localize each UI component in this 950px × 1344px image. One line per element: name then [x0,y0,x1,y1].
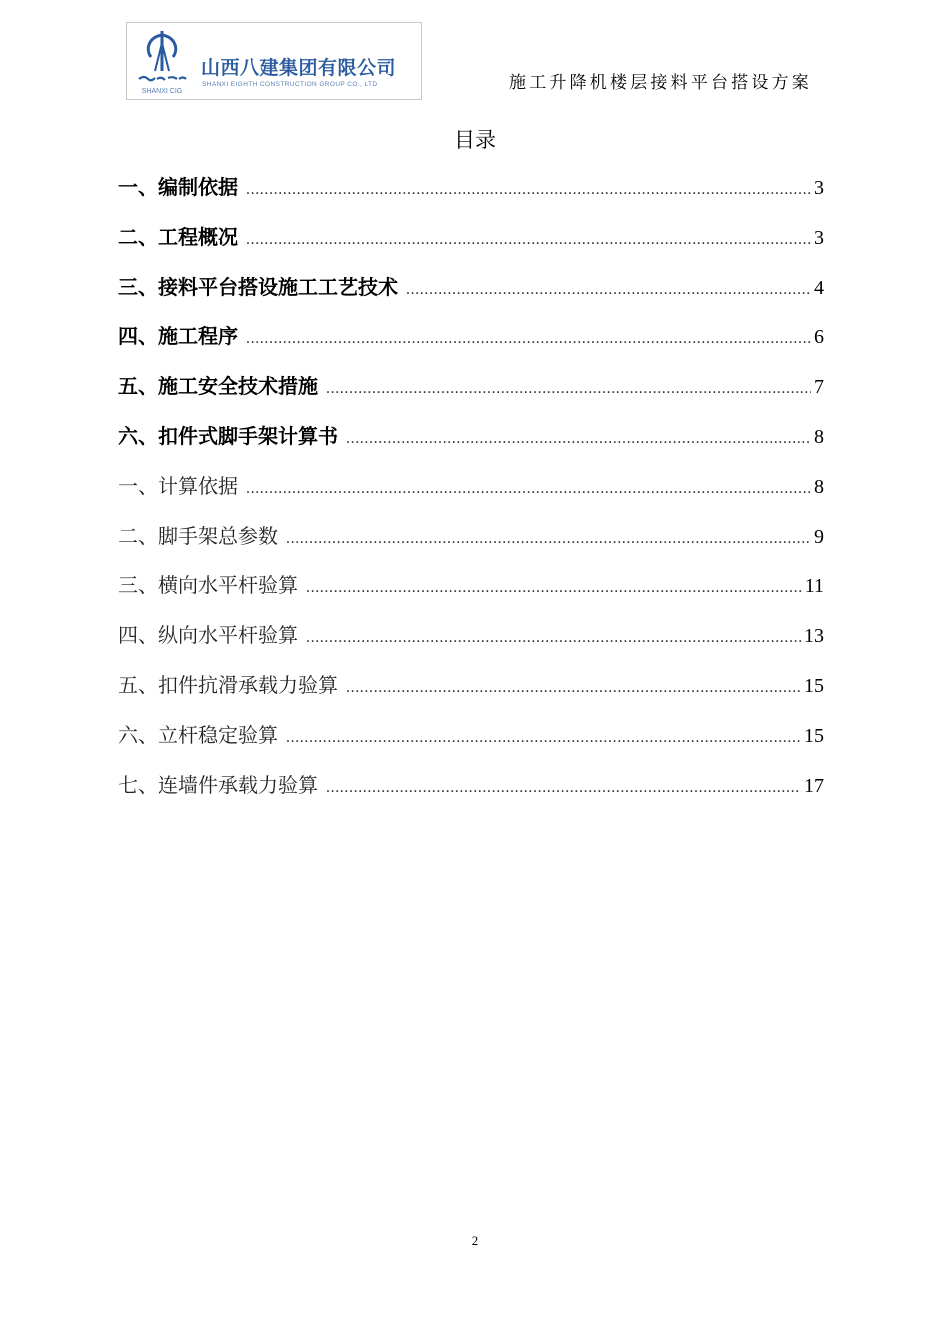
toc-dot-leader [406,273,811,307]
toc-dot-leader [286,721,801,755]
toc-dot-leader [246,173,811,207]
toc-entry-label: 三、横向水平杆验算 [118,573,298,598]
toc-entry-page: 8 [814,425,824,448]
toc-dot-leader [306,621,801,655]
toc-entry[interactable] [118,568,824,618]
toc-entry[interactable] [118,220,824,270]
company-emblem-icon [133,27,191,97]
toc-entry-page: 3 [814,177,824,199]
toc-entry-label: 一、编制依据 [118,175,238,199]
toc-entry-label: 四、纵向水平杆验算 [118,623,298,648]
toc-entry[interactable] [118,618,824,668]
company-name-en: SHANXI EIGHTH CONSTRUCTION GROUP CO., LTD [202,81,378,88]
toc-entry[interactable] [118,419,824,469]
toc-entry-page: 9 [814,525,824,548]
toc-entry[interactable] [118,519,824,569]
toc-entry-page: 3 [814,226,824,249]
toc-entry-label: 四、施工程序 [118,324,238,349]
toc-entry-page: 8 [814,475,824,498]
toc-dot-leader [286,522,811,556]
toc-entry-label: 二、工程概况 [118,224,238,249]
toc-entry-label: 三、接料平台搭设施工工艺技术 [118,274,398,299]
toc-dot-leader [306,571,802,605]
table-of-contents [118,170,824,817]
toc-entry-label: 五、施工安全技术措施 [118,374,318,399]
toc-entry-page: 13 [804,625,824,648]
company-name-cn: 山西八建集团有限公司 [201,57,397,79]
toc-entry-page: 4 [814,276,824,299]
toc-entry[interactable] [118,319,824,369]
toc-entry-page: 6 [814,326,824,349]
toc-entry[interactable] [118,768,824,818]
toc-entry-page: 15 [804,724,824,747]
toc-entry-label: 二、脚手架总参数 [118,523,278,548]
toc-entry-label: 五、扣件抗滑承载力验算 [118,672,338,697]
toc-heading: 目录 [454,128,496,152]
toc-entry-page: 15 [804,674,824,697]
toc-entry[interactable] [118,369,824,419]
document-title: 施工升降机楼层接料平台搭设方案 [509,73,812,93]
toc-dot-leader [246,472,811,506]
logo-caption: SHANXI CIG [141,88,183,95]
toc-entry-page: 7 [814,376,824,399]
toc-entry-label: 七、连墙件承载力验算 [118,772,318,797]
toc-dot-leader [326,372,811,406]
toc-entry-label: 一、计算依据 [118,473,238,498]
toc-dot-leader [346,422,811,456]
toc-entry[interactable] [118,718,824,768]
toc-dot-leader [246,223,811,257]
company-logo [126,22,422,100]
toc-dot-leader [246,322,811,356]
page-number: 2 [471,1233,479,1248]
toc-dot-leader [346,671,801,705]
toc-dot-leader [326,771,801,805]
toc-entry-label: 六、扣件式脚手架计算书 [118,423,338,448]
toc-entry-page: 17 [804,774,824,797]
toc-entry[interactable] [118,668,824,718]
toc-entry-page: 11 [804,575,824,598]
toc-entry[interactable] [118,170,824,220]
toc-entry[interactable] [118,270,824,320]
toc-entry-label: 六、立杆稳定验算 [118,722,278,747]
toc-entry[interactable] [118,469,824,519]
